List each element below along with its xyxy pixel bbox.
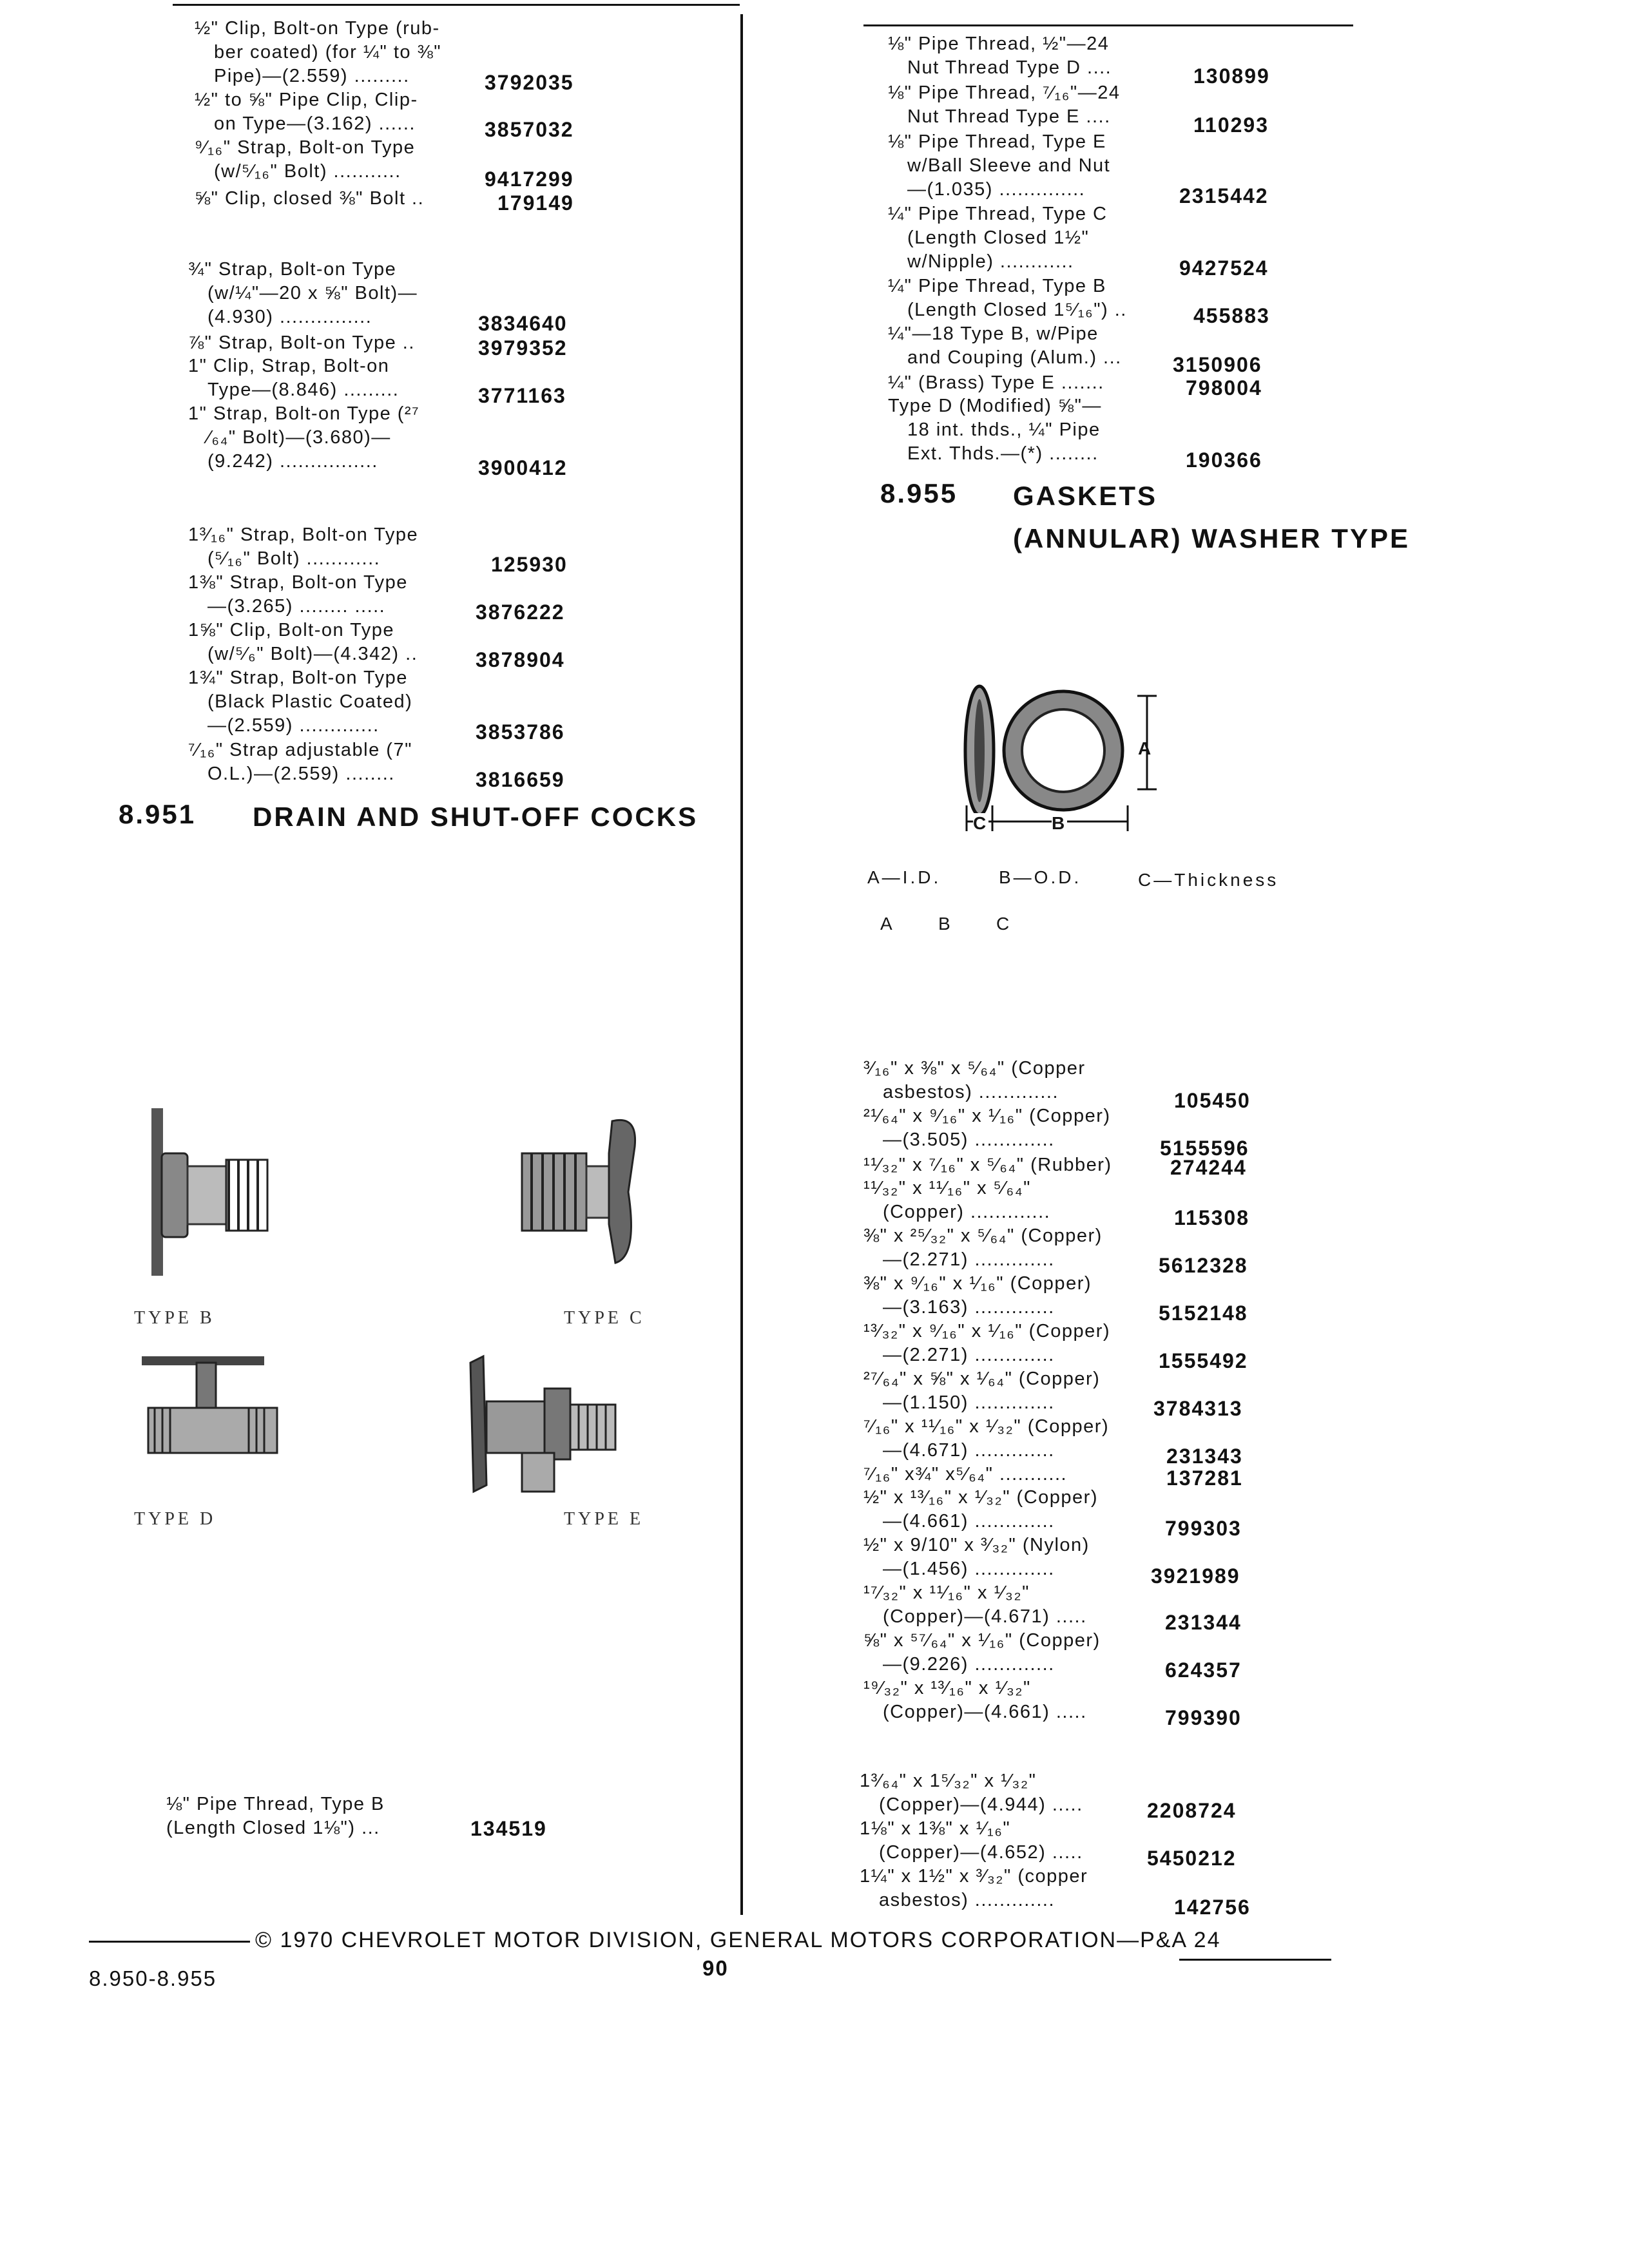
entry-line: (w/⁵⁄₆" Bolt)—(4.342) .. (207, 644, 418, 664)
entry-line: and Couping (Alum.) ... (907, 347, 1122, 368)
entry-line: ⁹⁄₁₆" Strap, Bolt-on Type (195, 137, 416, 158)
list-item (863, 1224, 1103, 1272)
list-item (888, 202, 1107, 274)
entry-line: ⁷⁄₁₆" Strap adjustable (7" (188, 740, 412, 760)
list-item (863, 1272, 1092, 1320)
part-number: 142756 (1174, 1896, 1251, 1919)
list-item (188, 571, 408, 619)
part-number: 455883 (1193, 304, 1270, 327)
entry-line: ¼"—18 Type B, w/Pipe (888, 323, 1099, 344)
entry-line: 1¼" x 1½" x ³⁄₃₂" (copper (860, 1866, 1088, 1887)
entry-line: —(2.559) ............. (207, 715, 380, 736)
drain-cock-type-d-image (135, 1343, 290, 1511)
part-number: 3979352 (478, 336, 568, 360)
entry-line: ½" x 9/10" x ³⁄₃₂" (Nylon) (863, 1535, 1090, 1555)
entry-line: (9.242) ................ (207, 451, 378, 472)
entry-line: ber coated) (for ¼" to ⅜" (214, 42, 442, 62)
diagram-label-b: B (1052, 813, 1068, 833)
column-header-c: C (996, 914, 1012, 934)
list-item (863, 1057, 1086, 1104)
list-item (863, 1367, 1100, 1415)
entry-line: Type D (Modified) ⅝"— (888, 396, 1102, 416)
entry-line: —(3.265) ........ ..... (207, 596, 386, 617)
part-number: 2208724 (1147, 1799, 1237, 1822)
entry-line: ¹³⁄₃₂" x ⁹⁄₁₆" x ¹⁄₁₆" (Copper) (863, 1321, 1111, 1341)
part-number: 231343 (1166, 1445, 1243, 1468)
entry-line: Nut Thread Type D .... (907, 57, 1112, 78)
list-item (863, 1581, 1087, 1629)
entry-line: Type—(8.846) ......... (207, 380, 400, 400)
entry-line: ⅛" Pipe Thread, Type B (166, 1794, 385, 1814)
list-item (166, 1792, 385, 1840)
entry-line: —(2.271) ............. (883, 1249, 1055, 1270)
entry-line: —(1.456) ............. (883, 1559, 1055, 1579)
list-item (888, 81, 1120, 129)
entry-line: Nut Thread Type E .... (907, 106, 1111, 127)
entry-line: ¼" Pipe Thread, Type C (888, 204, 1108, 224)
entry-line: —(1.150) ............. (883, 1392, 1055, 1413)
entry-line: —(4.671) ............. (883, 1440, 1055, 1461)
list-item (188, 523, 418, 571)
legend-c: C—Thickness (1138, 870, 1279, 890)
section-subtitle: (ANNULAR) WASHER TYPE (1013, 523, 1410, 553)
part-number: 799390 (1165, 1706, 1242, 1729)
list-item (860, 1817, 1083, 1865)
entry-line: ²⁷⁄₆₄" x ⅝" x ¹⁄₆₄" (Copper) (863, 1369, 1101, 1389)
list-item (863, 1629, 1101, 1677)
list-item (188, 354, 399, 402)
section-number: 8.955 (880, 478, 958, 508)
list-item (860, 1769, 1083, 1817)
type-d-caption: TYPE D (134, 1509, 217, 1529)
entry-line: asbestos) ............. (879, 1890, 1055, 1910)
entry-line: ²¹⁄₆₄" x ⁹⁄₁₆" x ¹⁄₁₆" (Copper) (863, 1106, 1111, 1126)
part-number: 9417299 (485, 168, 574, 191)
entry-line: ⅜" x ²⁵⁄₃₂" x ⁵⁄₆₄" (Copper) (863, 1225, 1103, 1246)
list-item (888, 322, 1122, 370)
drain-cock-type-c-image (503, 1095, 664, 1289)
entry-line: ⅛" Pipe Thread, ½"—24 (888, 34, 1110, 54)
part-number: 5450212 (1147, 1847, 1237, 1870)
entry-line: ⁷⁄₁₆" x¾" x⁵⁄₆₄" ........... (863, 1464, 1068, 1485)
entry-line: ⅝" Clip, closed ⅜" Bolt .. (195, 188, 425, 209)
part-number: 179149 (497, 191, 574, 215)
part-number: 190366 (1186, 448, 1262, 472)
entry-line: ⅛" Pipe Thread, ⁷⁄₁₆"—24 (888, 82, 1121, 103)
copyright-notice: © 1970 CHEVROLET MOTOR DIVISION, GENERAL MOTORS CORPORATION—P&A 24 (255, 1928, 1221, 1952)
list-item (863, 1463, 1067, 1486)
entry-line: 1" Strap, Bolt-on Type (²⁷ (188, 403, 420, 424)
legend-a: A—I.D. (867, 867, 941, 887)
footer-rule-right (1179, 1959, 1331, 1961)
part-number: 134519 (470, 1817, 547, 1840)
entry-line: ½" Clip, Bolt-on Type (rub- (195, 18, 440, 39)
list-item (863, 1153, 1112, 1177)
part-number: 2315442 (1179, 184, 1269, 207)
list-item (863, 1533, 1090, 1581)
entry-line: —(9.226) ............. (883, 1654, 1055, 1675)
entry-line: 1¾" Strap, Bolt-on Type (188, 668, 408, 688)
entry-line: —(3.505) ............. (883, 1129, 1055, 1150)
entry-line: (w/¼"—20 x ⅝" Bolt)— (207, 283, 418, 303)
entry-line: O.L.)—(2.559) ........ (207, 764, 395, 784)
diagram-label-c: C (973, 813, 989, 833)
entry-line: ½" to ⅝" Pipe Clip, Clip- (195, 90, 418, 110)
part-number: 5155596 (1160, 1137, 1249, 1160)
list-item (888, 274, 1127, 322)
part-number: 231344 (1165, 1611, 1242, 1634)
part-number: 115308 (1174, 1206, 1250, 1229)
part-number: 137281 (1166, 1466, 1243, 1490)
entry-line: 1⅝" Clip, Bolt-on Type (188, 620, 395, 640)
entry-line: —(2.271) ............. (883, 1345, 1055, 1365)
list-item (888, 130, 1110, 202)
top-rule-left (173, 4, 740, 6)
entry-line: on Type—(3.162) ...... (214, 113, 416, 134)
part-number: 624357 (1165, 1658, 1242, 1682)
type-e-caption: TYPE E (564, 1509, 644, 1529)
washer-diagram (941, 677, 1173, 844)
entry-line: (Copper)—(4.652) ..... (879, 1842, 1083, 1863)
part-number: 3834640 (478, 312, 568, 335)
entry-line: (Copper)—(4.944) ..... (879, 1794, 1083, 1815)
part-number: 5612328 (1159, 1254, 1248, 1277)
section-title: GASKETS (1013, 481, 1158, 511)
entry-line: ¾" Strap, Bolt-on Type (188, 259, 397, 280)
part-number: 9427524 (1179, 256, 1269, 280)
list-item (188, 619, 418, 666)
part-number: 274244 (1170, 1156, 1247, 1179)
part-number: 1555492 (1159, 1349, 1248, 1372)
entry-line: —(3.163) ............. (883, 1297, 1055, 1318)
entry-line: ⅛" Pipe Thread, Type E (888, 131, 1106, 152)
section-title: DRAIN AND SHUT-OFF COCKS (253, 802, 699, 832)
diagram-label-a: A (1138, 738, 1154, 758)
list-item (188, 258, 418, 329)
page-number: 90 (702, 1956, 729, 1980)
entry-line: ¼" Pipe Thread, Type B (888, 276, 1106, 296)
footer-rule-left (89, 1941, 250, 1943)
part-number: 3876222 (476, 601, 565, 624)
entry-line: (w/⁵⁄₁₆" Bolt) ........... (214, 161, 401, 182)
list-item (863, 1415, 1109, 1463)
column-header-a: A (880, 914, 895, 934)
entry-line: (Copper)—(4.671) ..... (883, 1606, 1087, 1627)
part-number: 110293 (1193, 113, 1269, 137)
list-item (195, 88, 418, 136)
entry-line: w/Ball Sleeve and Nut (907, 155, 1111, 176)
column-header-b: B (938, 914, 953, 934)
part-number: 3921989 (1151, 1564, 1240, 1588)
entry-line: —(4.661) ............. (883, 1511, 1055, 1532)
entry-line: ⁄₆₄" Bolt)—(3.680)— (207, 427, 391, 448)
entry-line: ⅝" x ⁵⁷⁄₆₄" x ¹⁄₁₆" (Copper) (863, 1630, 1101, 1651)
list-item (863, 1320, 1110, 1367)
section-range: 8.950-8.955 (89, 1966, 217, 1990)
part-number: 799303 (1165, 1517, 1242, 1540)
drain-cock-type-b-image (139, 1095, 287, 1289)
part-number: 3150906 (1173, 353, 1262, 376)
entry-line: ½" x ¹³⁄₁₆" x ¹⁄₃₂" (Copper) (863, 1487, 1098, 1508)
section-number: 8.951 (119, 799, 197, 829)
part-number: 105450 (1174, 1089, 1251, 1112)
entry-line: ¹⁹⁄₃₂" x ¹³⁄₁₆" x ¹⁄₃₂" (863, 1678, 1031, 1698)
list-item (860, 1865, 1088, 1912)
entry-line: asbestos) ............. (883, 1082, 1059, 1102)
list-item (195, 187, 424, 211)
list-item (188, 402, 419, 474)
part-number: 130899 (1193, 64, 1270, 88)
entry-line: (4.930) ............... (207, 307, 372, 327)
entry-line: ¼" (Brass) Type E ....... (888, 372, 1104, 393)
list-item (888, 371, 1104, 395)
entry-line: 1" Clip, Strap, Bolt-on (188, 356, 390, 376)
part-number: 3878904 (476, 648, 565, 671)
entry-line: ⅜" x ⁹⁄₁₆" x ¹⁄₁₆" (Copper) (863, 1273, 1092, 1294)
legend-b: B—O.D. (999, 867, 1082, 887)
part-number: 3792035 (485, 71, 574, 94)
part-number: 125930 (491, 553, 568, 576)
entry-line: ¹¹⁄₃₂" x ⁷⁄₁₆" x ⁵⁄₆₄" (Rubber) (863, 1155, 1112, 1175)
drain-cock-type-e-image (458, 1343, 631, 1511)
part-number: 798004 (1186, 376, 1262, 399)
entry-line: 1³⁄₆₄" x 1⁵⁄₃₂" x ¹⁄₃₂" (860, 1771, 1037, 1791)
entry-line: ⅞" Strap, Bolt-on Type .. (188, 332, 415, 353)
entry-line: 1³⁄₁₆" Strap, Bolt-on Type (188, 524, 419, 545)
entry-line: Ext. Thds.—(*) ........ (907, 443, 1099, 464)
type-b-caption: TYPE B (134, 1308, 215, 1328)
entry-line: (Length Closed 1⁵⁄₁₆") .. (907, 300, 1127, 320)
list-item (195, 17, 441, 88)
part-number: 5152148 (1159, 1302, 1248, 1325)
entry-line: ³⁄₁₆" x ⅜" x ⁵⁄₆₄" (Copper (863, 1058, 1086, 1079)
entry-line: (Length Closed 1⅛") ... (166, 1818, 380, 1838)
entry-line: ¹⁷⁄₃₂" x ¹¹⁄₁₆" x ¹⁄₃₂" (863, 1582, 1030, 1603)
entry-line: 1⅜" Strap, Bolt-on Type (188, 572, 408, 593)
entry-line: 1⅛" x 1⅜" x ¹⁄₁₆" (860, 1818, 1011, 1839)
list-item (863, 1677, 1087, 1724)
part-number: 3857032 (485, 118, 574, 141)
entry-line: (Length Closed 1½" (907, 227, 1090, 248)
part-number: 3853786 (476, 720, 565, 744)
list-item (863, 1177, 1050, 1224)
part-number: 3816659 (476, 768, 565, 791)
list-item (863, 1486, 1098, 1533)
part-number: 3771163 (478, 384, 566, 407)
entry-line: ¹¹⁄₃₂" x ¹¹⁄₁₆" x ⁵⁄₆₄" (863, 1178, 1031, 1198)
list-item (195, 136, 415, 184)
entry-line: w/Nipple) ............ (907, 251, 1074, 272)
type-c-caption: TYPE C (564, 1308, 645, 1328)
entry-line: (Copper)—(4.661) ..... (883, 1702, 1087, 1722)
entry-line: (Copper) ............. (883, 1202, 1051, 1222)
entry-line: Pipe)—(2.559) ......... (214, 66, 410, 86)
part-number: 3900412 (478, 456, 568, 479)
list-item (188, 331, 415, 355)
entry-line: (⁵⁄₁₆" Bolt) ............ (207, 548, 381, 569)
list-item (888, 394, 1102, 466)
entry-line: ⁷⁄₁₆" x ¹¹⁄₁₆" x ¹⁄₃₂" (Copper) (863, 1416, 1110, 1437)
column-divider (740, 14, 743, 1915)
entry-line: 18 int. thds., ¼" Pipe (907, 419, 1101, 440)
part-number: 3784313 (1153, 1397, 1243, 1420)
entry-line: (Black Plastic Coated) (207, 691, 413, 712)
list-item (188, 666, 412, 738)
list-item (863, 1104, 1111, 1152)
list-item (188, 738, 412, 786)
top-rule-right (863, 24, 1353, 26)
entry-line: —(1.035) .............. (907, 179, 1086, 200)
list-item (888, 32, 1112, 80)
